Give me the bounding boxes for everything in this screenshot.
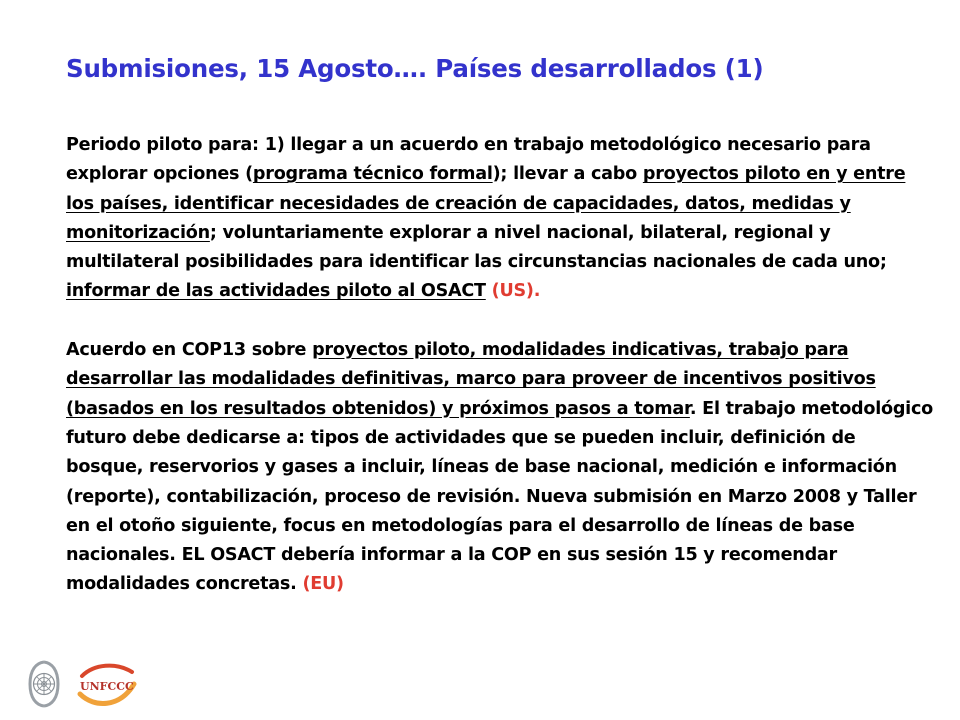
source-tag-us: (US). [491,281,541,302]
slide-title: Submisiones, 15 Agosto…. Países desarrollados (1) [66,54,764,83]
underlined-phrase: proyectos piloto, modalidades indicativas, trabajo para desarrollar las modalidades definitivas, marco para proveer de incentivos positivos (basados en los resultados obtenidos) y próximos pasos a tomar [66,340,876,419]
paragraph-us-submission [66,131,936,307]
text-run: . El trabajo metodológico futuro debe dedicarse a: tipos de actividades que se pueden incluir, definición de bosque, reservorios y gases a incluir, líneas de base nacional, medición e información (reporte), contabilización, proceso de revisión. Nueva submisión en Marzo 2008 y Taller en el otoño siguiente, focus en metodologías para el desarrollo de líneas de base nacionales. EL OSACT debería informar a la COP en sus sesión 15 y recomendar modalidades concretas. [66,398,933,595]
text-run: Acuerdo en COP13 sobre [66,340,313,361]
underlined-phrase: informar de las actividades piloto al OSACT [66,281,486,302]
footer-logos [22,654,142,714]
text-run: Periodo piloto para: 1) llegar a un acuerdo en trabajo metodológico necesario para explorar opciones ( [66,135,871,185]
text-run: ; voluntariamente explorar a nivel nacional, bilateral, regional y multilateral posibilidades para identificar las circunstancias nacionales de cada uno; [66,222,887,273]
unfccc-logo-icon [80,666,134,704]
underlined-phrase: proyectos piloto en y entre los países, identificar necesidades de creación de capacidades, datos, medidas y monitorización [66,164,906,243]
slide-body [66,131,936,600]
underlined-phrase: programa técnico formal [252,164,493,185]
un-emblem-icon [30,662,58,706]
paragraph-eu-submission [66,336,936,600]
unfccc-logo-text: UNFCCC [80,680,134,693]
source-tag-eu: (EU) [302,574,344,595]
text-run: ); llevar a cabo [492,164,643,185]
logo-graphics [22,654,142,714]
